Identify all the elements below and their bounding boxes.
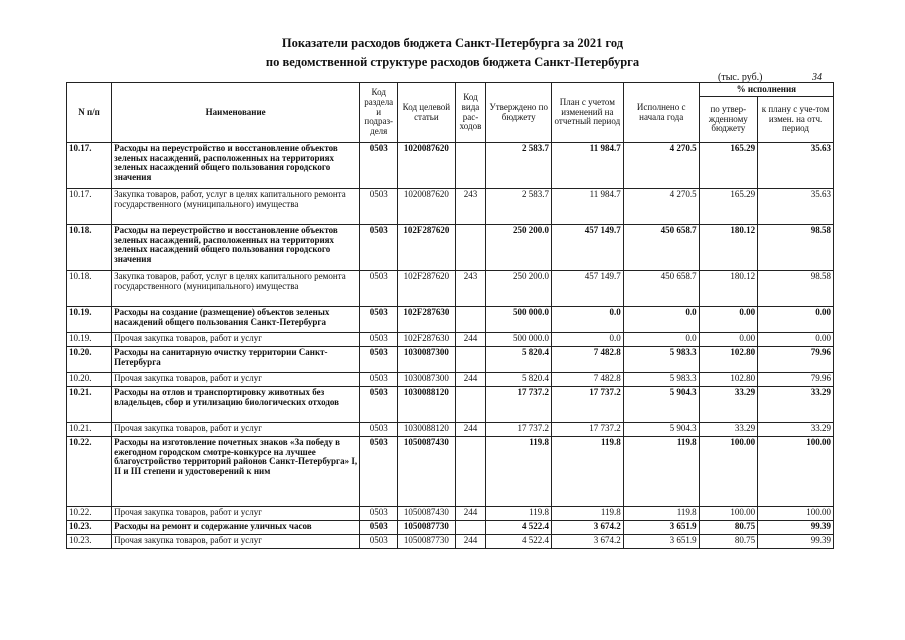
table-row [67, 347, 834, 373]
row-utv: 2 583.7 [486, 189, 552, 225]
row-number: 10.19. [67, 333, 112, 347]
row-isp: 5 983.3 [623, 373, 699, 387]
row-vid [455, 225, 486, 271]
row-name: Расходы на переустройство и восстановление объектов зеленых насаждений, расположенных на территориях зеленых насаждений общего пользования городского значения [112, 225, 360, 271]
table-row [67, 307, 834, 333]
table-body [67, 143, 834, 549]
row-utv: 17 737.2 [486, 423, 552, 437]
row-isp: 0.0 [623, 307, 699, 333]
row-pct-utv: 165.29 [699, 189, 757, 225]
row-vid [455, 307, 486, 333]
row-plan: 0.0 [551, 307, 623, 333]
col-header-name: Наименование [112, 83, 360, 143]
row-plan: 3 674.2 [551, 521, 623, 535]
row-utv: 5 820.4 [486, 373, 552, 387]
row-pct-utv: 33.29 [699, 423, 757, 437]
row-vid: 244 [455, 423, 486, 437]
row-razdel: 0503 [360, 437, 398, 507]
col-header-pct-group: % исполнения [699, 83, 833, 97]
row-utv: 2 583.7 [486, 143, 552, 189]
row-utv: 250 200.0 [486, 225, 552, 271]
row-razdel: 0503 [360, 333, 398, 347]
row-razdel: 0503 [360, 521, 398, 535]
col-header-pct-plan: к плану с уче-том измен. на отч. период [758, 97, 834, 143]
row-statya: 1030087300 [398, 373, 455, 387]
row-pct-utv: 33.29 [699, 387, 757, 423]
table-row [67, 143, 834, 189]
row-vid: 243 [455, 189, 486, 225]
row-statya: 102F287630 [398, 333, 455, 347]
row-isp: 119.8 [623, 507, 699, 521]
row-pct-utv: 165.29 [699, 143, 757, 189]
row-number: 10.18. [67, 225, 112, 271]
row-name: Прочая закупка товаров, работ и услуг [112, 507, 360, 521]
row-plan: 457 149.7 [551, 225, 623, 271]
row-plan: 119.8 [551, 507, 623, 521]
row-name: Расходы на отлов и транспортировку животных без владельцев, сбор и утилизацию биологических отходов [112, 387, 360, 423]
row-pct-plan: 98.58 [758, 225, 834, 271]
row-pct-plan: 99.39 [758, 521, 834, 535]
table-row [67, 507, 834, 521]
row-isp: 3 651.9 [623, 521, 699, 535]
row-vid [455, 347, 486, 373]
row-utv: 500 000.0 [486, 333, 552, 347]
row-razdel: 0503 [360, 225, 398, 271]
row-statya: 1050087430 [398, 507, 455, 521]
row-name: Расходы на ремонт и содержание уличных часов [112, 521, 360, 535]
table-row [67, 225, 834, 271]
row-utv: 4 522.4 [486, 535, 552, 549]
row-isp: 450 658.7 [623, 225, 699, 271]
row-name: Расходы на создание (размещение) объектов зеленых насаждений общего пользования Санкт-Петербурга [112, 307, 360, 333]
row-utv: 5 820.4 [486, 347, 552, 373]
table-row [67, 189, 834, 225]
row-vid: 244 [455, 507, 486, 521]
row-plan: 7 482.8 [551, 373, 623, 387]
row-pct-plan: 35.63 [758, 143, 834, 189]
row-isp: 4 270.5 [623, 189, 699, 225]
row-plan: 3 674.2 [551, 535, 623, 549]
row-vid: 244 [455, 333, 486, 347]
table-row [67, 521, 834, 535]
row-number: 10.22. [67, 507, 112, 521]
row-vid: 244 [455, 373, 486, 387]
row-pct-plan: 99.39 [758, 535, 834, 549]
row-pct-plan: 33.29 [758, 423, 834, 437]
row-vid: 244 [455, 535, 486, 549]
row-vid: 243 [455, 271, 486, 307]
row-razdel: 0503 [360, 373, 398, 387]
row-statya: 1050087730 [398, 535, 455, 549]
row-utv: 119.8 [486, 507, 552, 521]
row-plan: 7 482.8 [551, 347, 623, 373]
col-header-vid: Код вида рас-ходов [455, 83, 486, 143]
table-row [67, 271, 834, 307]
row-number: 10.23. [67, 521, 112, 535]
table-row [67, 373, 834, 387]
row-statya: 1020087620 [398, 189, 455, 225]
row-name: Прочая закупка товаров, работ и услуг [112, 373, 360, 387]
row-razdel: 0503 [360, 347, 398, 373]
row-pct-utv: 102.80 [699, 347, 757, 373]
row-name: Прочая закупка товаров, работ и услуг [112, 535, 360, 549]
row-statya: 1050087730 [398, 521, 455, 535]
row-plan: 0.0 [551, 333, 623, 347]
row-utv: 17 737.2 [486, 387, 552, 423]
row-razdel: 0503 [360, 189, 398, 225]
table-row [67, 423, 834, 437]
col-header-statya: Код целевой статьи [398, 83, 455, 143]
row-plan: 17 737.2 [551, 423, 623, 437]
row-pct-utv: 0.00 [699, 307, 757, 333]
row-name: Расходы на изготовление почетных знаков «За победу в ежегодном городском смотре-конкурсе на лучшее благоустройство территорий районов Санкт-Петербурга» I, II и III степени и удостоверений к ним [112, 437, 360, 507]
row-plan: 457 149.7 [551, 271, 623, 307]
col-header-utv: Утверждено по бюджету [486, 83, 552, 143]
row-razdel: 0503 [360, 271, 398, 307]
row-utv: 119.8 [486, 437, 552, 507]
row-statya: 1020087620 [398, 143, 455, 189]
row-name: Закупка товаров, работ, услуг в целях капитального ремонта государственного (муниципального) имущества [112, 271, 360, 307]
row-utv: 4 522.4 [486, 521, 552, 535]
row-pct-plan: 0.00 [758, 307, 834, 333]
row-pct-utv: 102.80 [699, 373, 757, 387]
row-vid [455, 143, 486, 189]
row-pct-utv: 180.12 [699, 271, 757, 307]
row-pct-plan: 100.00 [758, 507, 834, 521]
row-isp: 119.8 [623, 437, 699, 507]
row-number: 10.19. [67, 307, 112, 333]
row-statya: 1030087300 [398, 347, 455, 373]
col-header-isp: Исполнено с начала года [623, 83, 699, 143]
row-number: 10.21. [67, 387, 112, 423]
row-number: 10.17. [67, 143, 112, 189]
col-header-plan: План с учетом изменений на отчетный период [551, 83, 623, 143]
row-number: 10.22. [67, 437, 112, 507]
row-number: 10.17. [67, 189, 112, 225]
table-row [67, 333, 834, 347]
report-title-line1: Показатели расходов бюджета Санкт-Петербурга за 2021 год [281, 36, 624, 50]
row-pct-plan: 79.96 [758, 347, 834, 373]
row-vid [455, 521, 486, 535]
table-row [67, 437, 834, 507]
col-header-np: N п/п [67, 83, 112, 143]
row-pct-utv: 0.00 [699, 333, 757, 347]
row-name: Расходы на переустройство и восстановление объектов зеленых насаждений, расположенных на территориях зеленых насаждений общего пользования городского значения [112, 143, 360, 189]
row-plan: 17 737.2 [551, 387, 623, 423]
col-header-razdel: Код раздела и подраз-деля [360, 83, 398, 143]
row-pct-plan: 33.29 [758, 387, 834, 423]
row-isp: 5 904.3 [623, 387, 699, 423]
row-statya: 102F287620 [398, 271, 455, 307]
row-statya: 1050087430 [398, 437, 455, 507]
row-statya: 102F287620 [398, 225, 455, 271]
row-pct-utv: 80.75 [699, 535, 757, 549]
row-pct-utv: 100.00 [699, 507, 757, 521]
row-number: 10.20. [67, 347, 112, 373]
row-razdel: 0503 [360, 307, 398, 333]
report-title-line2: по ведомственной структуре расходов бюджета Санкт-Петербурга [265, 55, 640, 69]
row-isp: 0.0 [623, 333, 699, 347]
row-utv: 250 200.0 [486, 271, 552, 307]
row-name: Расходы на санитарную очистку территории Санкт-Петербурга [112, 347, 360, 373]
row-pct-utv: 180.12 [699, 225, 757, 271]
row-isp: 4 270.5 [623, 143, 699, 189]
row-plan: 11 984.7 [551, 189, 623, 225]
row-number: 10.20. [67, 373, 112, 387]
row-vid [455, 387, 486, 423]
row-razdel: 0503 [360, 507, 398, 521]
row-pct-plan: 98.58 [758, 271, 834, 307]
row-number: 10.21. [67, 423, 112, 437]
table-row [67, 535, 834, 549]
row-statya: 1030088120 [398, 387, 455, 423]
row-pct-plan: 79.96 [758, 373, 834, 387]
budget-table [66, 82, 834, 549]
row-razdel: 0503 [360, 143, 398, 189]
row-isp: 5 904.3 [623, 423, 699, 437]
row-name: Прочая закупка товаров, работ и услуг [112, 423, 360, 437]
row-number: 10.18. [67, 271, 112, 307]
row-name: Закупка товаров, работ, услуг в целях капитального ремонта государственного (муниципального) имущества [112, 189, 360, 225]
row-isp: 5 983.3 [623, 347, 699, 373]
row-statya: 102F287630 [398, 307, 455, 333]
row-vid [455, 437, 486, 507]
row-number: 10.23. [67, 535, 112, 549]
row-plan: 119.8 [551, 437, 623, 507]
table-row [67, 387, 834, 423]
row-plan: 11 984.7 [551, 143, 623, 189]
row-pct-utv: 80.75 [699, 521, 757, 535]
row-pct-plan: 0.00 [758, 333, 834, 347]
row-pct-plan: 35.63 [758, 189, 834, 225]
row-name: Прочая закупка товаров, работ и услуг [112, 333, 360, 347]
row-pct-utv: 100.00 [699, 437, 757, 507]
col-header-pct-utv: по утвер-жденному бюджету [699, 97, 757, 143]
row-razdel: 0503 [360, 423, 398, 437]
units-label: (тыс. руб.) [718, 72, 763, 83]
row-isp: 3 651.9 [623, 535, 699, 549]
page-number: 34 [812, 72, 822, 83]
row-utv: 500 000.0 [486, 307, 552, 333]
row-isp: 450 658.7 [623, 271, 699, 307]
row-razdel: 0503 [360, 387, 398, 423]
row-pct-plan: 100.00 [758, 437, 834, 507]
row-statya: 1030088120 [398, 423, 455, 437]
row-razdel: 0503 [360, 535, 398, 549]
